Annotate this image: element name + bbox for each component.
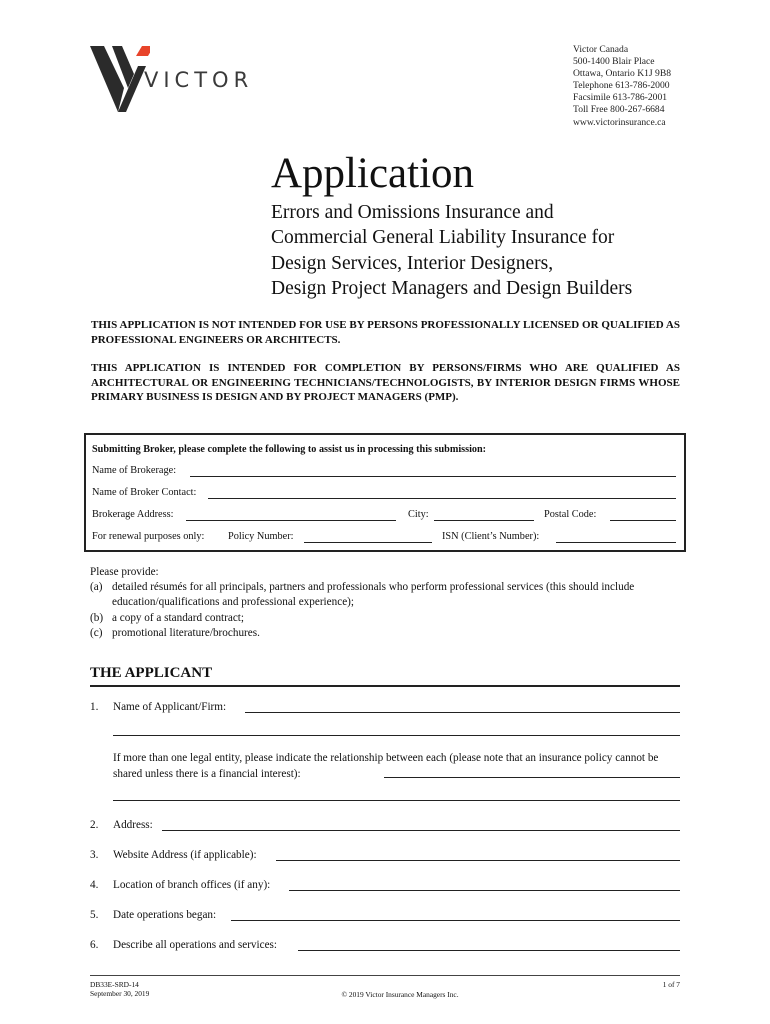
relationship-field[interactable] [384, 777, 680, 778]
street-address: 500-1400 Blair Place [573, 56, 655, 68]
list-marker: (b) [90, 611, 104, 624]
question-label: Address: [113, 819, 153, 831]
applicant-name-field[interactable] [245, 712, 680, 713]
section-heading: THE APPLICANT [90, 665, 213, 681]
question-number: 4. [90, 879, 99, 891]
question-label: Name of Applicant/Firm: [113, 701, 227, 713]
brokerage-address-row [92, 509, 676, 523]
renewal-label: For renewal purposes only: [92, 531, 205, 542]
website-field[interactable] [276, 860, 680, 861]
list-marker: (a) [90, 581, 103, 594]
relationship-field-line2[interactable] [113, 800, 680, 801]
policy-number-label: Policy Number: [228, 531, 294, 542]
isn-label: ISN (Client’s Number): [442, 531, 540, 542]
isn-field[interactable] [556, 542, 676, 543]
broker-contact-field[interactable] [208, 498, 676, 499]
victor-logo [90, 44, 290, 114]
brokerage-name-row [92, 465, 676, 479]
relationship-question: If more than one legal entity, please indicate the relationship between each (please note that an insurance policy cannot be shared unless there is a financial interest): [113, 752, 659, 780]
subtitle-line: Errors and Omissions Insurance and [271, 202, 554, 223]
footer-divider [90, 975, 680, 976]
provide-intro: Please provide: [90, 566, 159, 578]
broker-contact-label: Name of Broker Contact: [92, 487, 197, 498]
page-title: Application [271, 150, 475, 197]
question-number: 1. [90, 701, 99, 713]
list-text: detailed résumés for all principals, partners and professionals who perform professional services (this should include education/qualifications and professional experience); [112, 581, 635, 609]
question-label: Date operations began: [113, 909, 217, 921]
renewal-row [92, 531, 676, 545]
page-subtitle [271, 200, 632, 302]
brokerage-name-label: Name of Brokerage: [92, 465, 177, 476]
brokerage-name-field[interactable] [190, 476, 676, 477]
broker-contact-row [92, 487, 676, 501]
question-number: 2. [90, 819, 99, 831]
notice-intended: THIS APPLICATION IS INTENDED FOR COMPLETION BY PERSONS/FIRMS WHO ARE QUALIFIED AS ARCHITECTURAL OR ENGINEERING TECHNICIANS/TECHNOLOGISTS, BY INTERIOR DESIGN FIRMS WHOSE PRIMARY BUSINESS IS DESIGN AND BY PROJECT MANAGERS (PMP). [91, 362, 680, 404]
question-number: 6. [90, 939, 99, 951]
list-marker: (c) [90, 626, 103, 639]
list-item [90, 611, 680, 626]
subtitle-line: Design Project Managers and Design Builders [271, 278, 633, 300]
copyright: © 2019 Victor Insurance Managers Inc. [341, 990, 459, 999]
list-item [90, 580, 680, 610]
subtitle-line: Commercial General Liability Insurance for [271, 227, 615, 249]
victor-v-mark-icon [90, 44, 150, 114]
city-field[interactable] [434, 520, 534, 521]
form-date: September 30, 2019 [90, 989, 150, 999]
date-operations-field[interactable] [231, 920, 680, 921]
notice-not-intended: THIS APPLICATION IS NOT INTENDED FOR USE BY PERSONS PROFESSIONALLY LICENSED OR QUALIFIED AS PROFESSIONAL ENGINEERS OR ARCHITECTS. [91, 319, 680, 346]
applicant-name-field-line2[interactable] [113, 735, 680, 736]
facsimile: Facsimile 613-786-2001 [573, 92, 668, 104]
policy-number-field[interactable] [304, 542, 432, 543]
question-number: 3. [90, 849, 99, 861]
question-label: Describe all operations and services: [113, 939, 278, 951]
list-text: a copy of a standard contract; [112, 611, 245, 624]
provide-list [90, 565, 680, 641]
city-label: City: [408, 509, 429, 520]
postal-code-field[interactable] [610, 520, 676, 521]
postal-code-label: Postal Code: [544, 509, 597, 520]
toll-free: Toll Free 800-267-6684 [573, 104, 665, 116]
website-link[interactable]: www.victorinsurance.ca [573, 116, 666, 128]
telephone: Telephone 613-786-2000 [573, 80, 670, 92]
operations-services-field[interactable] [298, 950, 680, 951]
brokerage-address-field[interactable] [186, 520, 396, 521]
address-field[interactable] [162, 830, 680, 831]
list-text: promotional literature/brochures. [112, 626, 260, 639]
page-number: 1 of 7 [662, 980, 680, 989]
question-label: Website Address (if applicable): [113, 849, 257, 861]
city-province: Ottawa, Ontario K1J 9B8 [573, 68, 672, 80]
question-number: 5. [90, 909, 99, 921]
section-divider [90, 685, 680, 687]
form-code [90, 980, 149, 999]
logo-wordmark: VICTOR [144, 68, 254, 92]
company-name: Victor Canada [573, 44, 629, 55]
broker-heading: Submitting Broker, please complete the following to assist us in processing this submission: [92, 444, 487, 455]
question-label: Location of branch offices (if any): [113, 879, 271, 891]
broker-section [84, 433, 686, 552]
form-number: DB33E-SRD-14 [90, 980, 139, 989]
branch-offices-field[interactable] [289, 890, 680, 891]
contact-block [573, 44, 671, 129]
subtitle-line: Design Services, Interior Designers, [271, 252, 554, 274]
brokerage-address-label: Brokerage Address: [92, 509, 174, 520]
list-item [90, 626, 680, 641]
